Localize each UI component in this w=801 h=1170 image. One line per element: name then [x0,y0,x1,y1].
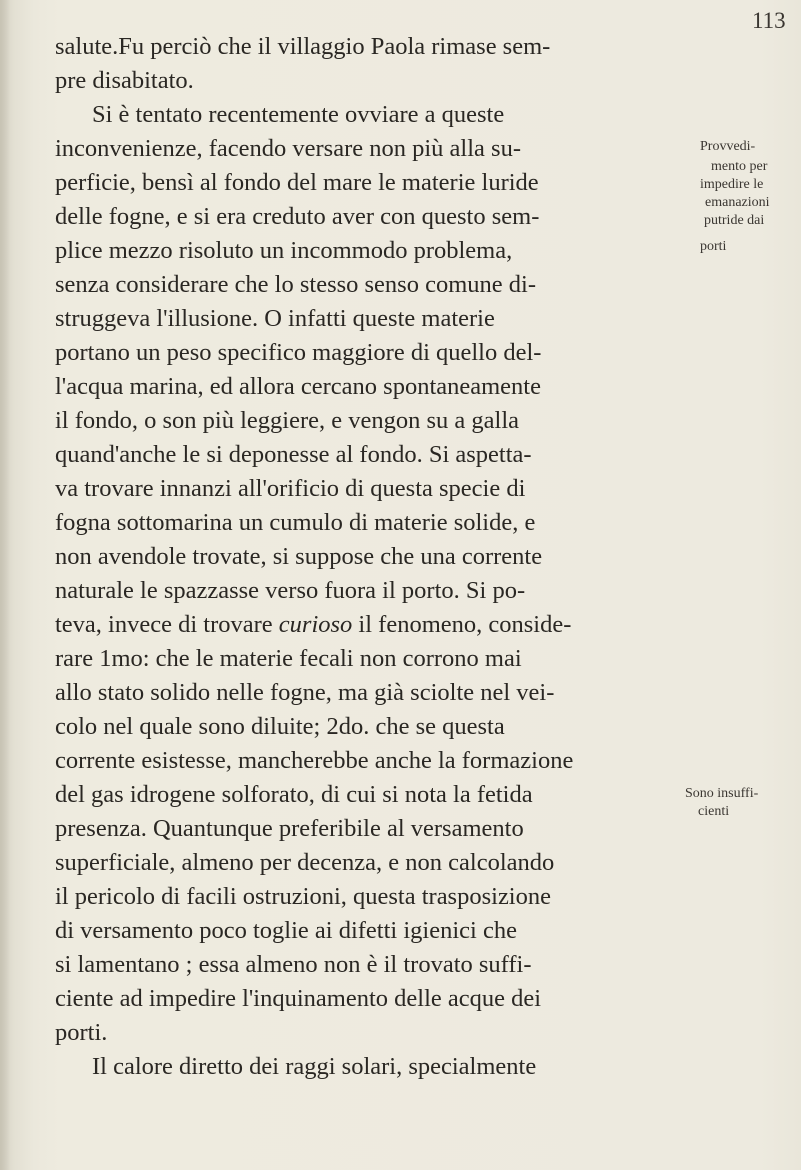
margin-note-line: Sono insuffi- [685,786,759,801]
text-line: pre disabitato. [55,67,194,94]
italic-word: curioso [278,611,353,638]
text-line: del gas idrogene solforato, di cui si nota la fetida [55,781,533,808]
text-line: l'acqua marina, ed allora cercano spontaneamente [55,373,541,400]
margin-note-line: emanazioni [705,195,770,210]
text-line: colo nel quale sono diluite; 2do. che se questa [55,713,505,740]
margin-note-line: putride dai [704,213,765,228]
text-line: allo stato solido nelle fogne, ma già sciolte nel vei- [55,679,555,706]
text-line [55,613,571,638]
text-line: Il calore diretto dei raggi solari, specialmente [92,1053,537,1080]
text-line: perficie, bensì al fondo del mare le materie luride [55,169,539,196]
text-line: fogna sottomarina un cumulo di materie solide, e [55,509,536,536]
text-line: naturale le spazzasse verso fuora il porto. Si po- [55,577,526,604]
text-line: senza considerare che lo stesso senso comune di- [55,271,536,298]
text-line: ciente ad impedire l'inquinamento delle acque dei [55,985,542,1012]
text-segment: teva, invece di trovare [55,611,273,638]
text-line: di versamento poco toglie ai difetti igienici che [55,917,517,944]
margin-note-line: mento per [711,159,768,174]
text-line: si lamentano ; essa almeno non è il trovato suffi- [55,951,532,978]
margin-note-line: impedire le [700,177,764,192]
text-line: salute.Fu perciò che il villaggio Paola rimase sem- [55,33,551,60]
margin-note-line: porti [700,239,727,254]
text-line: presenza. Quantunque preferibile al versamento [55,815,524,842]
text-line: non avendole trovate, si suppose che una corrente [55,543,543,570]
margin-note-line: cienti [698,804,730,819]
margin-note-line: Provvedi- [700,139,756,154]
text-line: porti. [55,1019,108,1046]
text-line: quand'anche le si deponesse al fondo. Si aspetta- [55,441,532,468]
text-line: il pericolo di facili ostruzioni, questa trasposizione [55,883,551,910]
page-number: 113 [752,8,786,33]
text-line: superficiale, almeno per decenza, e non calcolando [55,849,555,876]
text-line: inconvenienze, facendo versare non più alla su- [55,135,521,162]
text-line: portano un peso specifico maggiore di quello del- [55,339,542,366]
text-line: il fondo, o son più leggiere, e vengon su a galla [55,407,520,434]
text-line: plice mezzo risoluto un incommodo problema, [55,237,513,264]
text-line: Si è tentato recentemente ovviare a queste [92,101,505,128]
text-line: rare 1mo: che le materie fecali non corrono mai [55,645,522,672]
text-line: va trovare innanzi all'orificio di questa specie di [55,475,526,502]
binding-shadow [0,0,10,1170]
text-segment: il fenomeno, conside- [358,611,572,638]
text-line: corrente esistesse, mancherebbe anche la formazione [55,747,574,774]
text-line: struggeva l'illusione. O infatti queste materie [55,305,495,332]
text-line: delle fogne, e si era creduto aver con questo sem- [55,203,540,230]
